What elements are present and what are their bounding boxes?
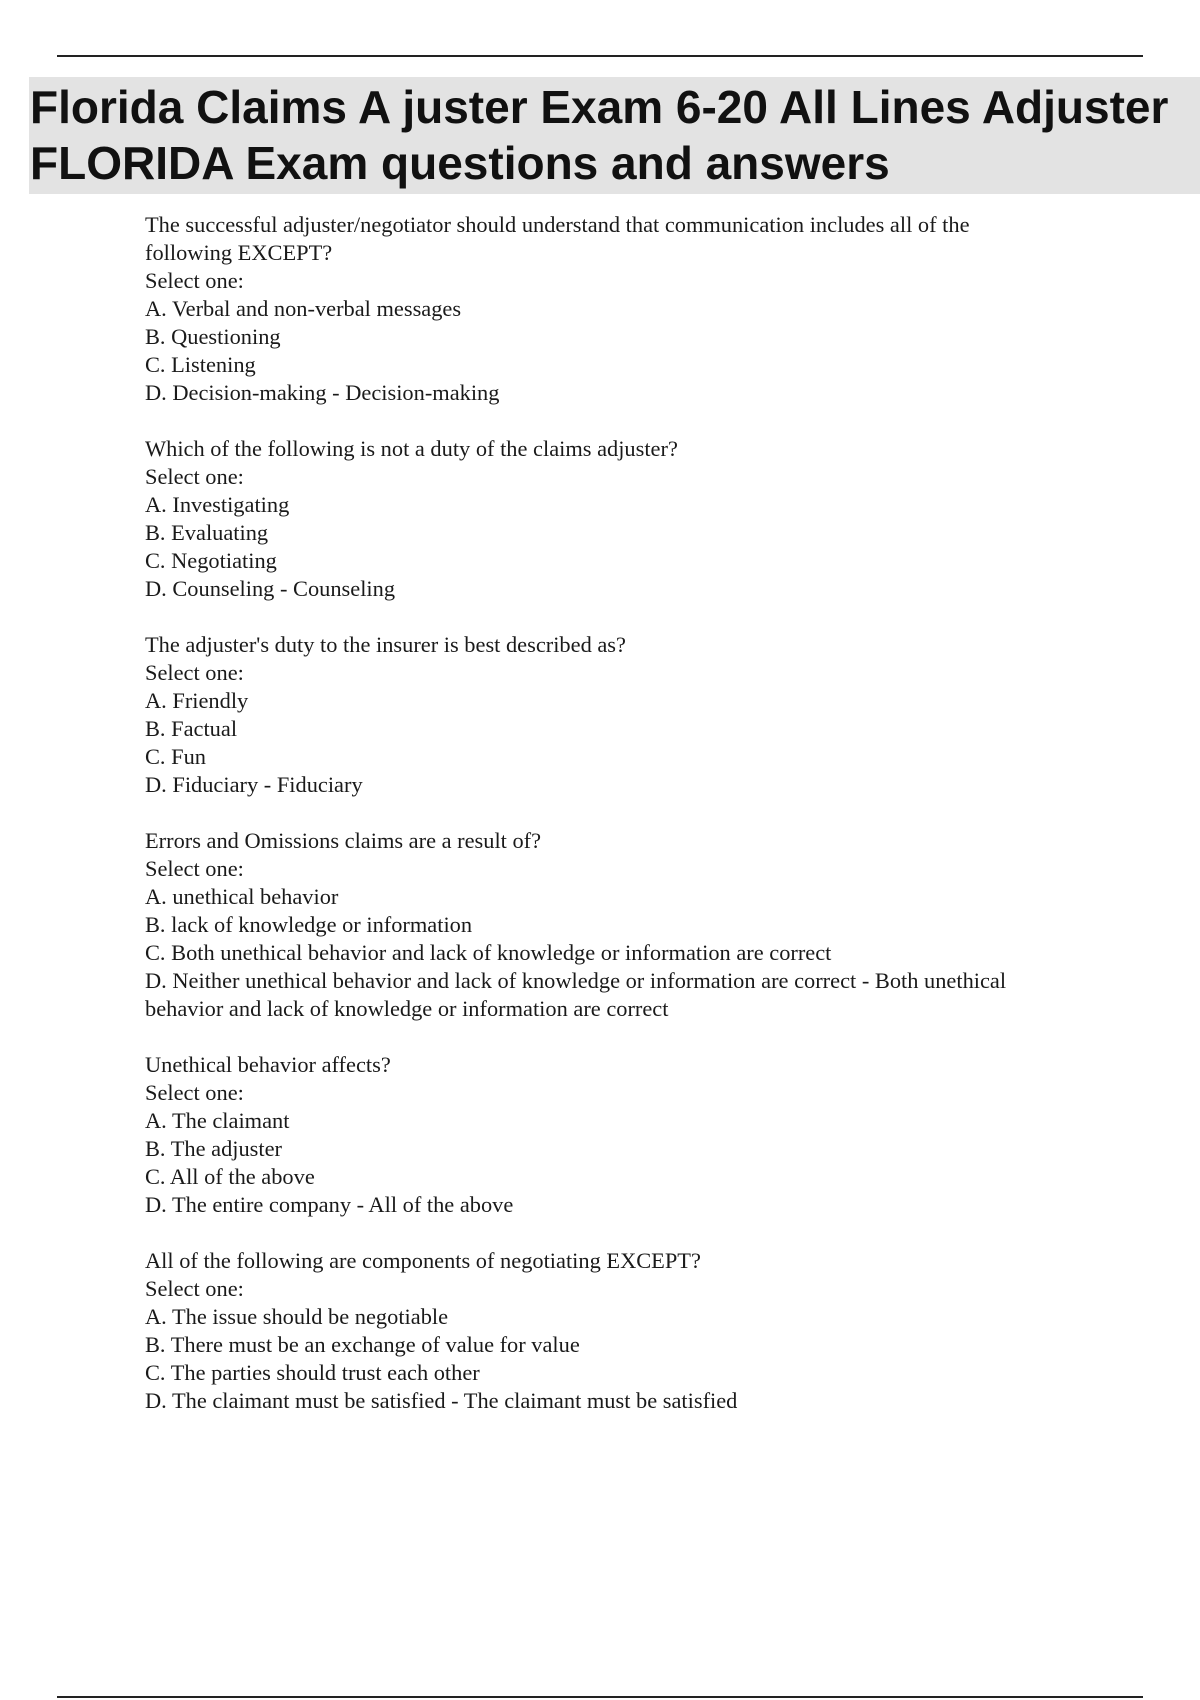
select-one-label: Select one: [145,660,244,685]
answer-option-b: B. lack of knowledge or information [145,912,473,937]
answer-option-a: A. The claimant [145,1108,290,1133]
page-title-line-1: Florida Claims A juster Exam 6-20 All Lines Adjuster [30,81,1169,133]
answer-option-b: B. Evaluating [145,520,269,545]
question-text: All of the following are components of negotiating EXCEPT? [145,1248,701,1273]
question-block [145,827,1085,1023]
select-one-label: Select one: [145,856,244,881]
answer-option-d: D. Fiduciary - Fiduciary [145,772,363,797]
question-block [145,1247,1085,1415]
question-block [145,435,1085,603]
answer-option-b: B. Questioning [145,324,281,349]
question-text: The adjuster's duty to the insurer is best described as? [145,632,626,657]
question-text: Which of the following is not a duty of the claims adjuster? [145,436,678,461]
answer-option-d-continued: behavior and lack of knowledge or information are correct [145,996,669,1021]
answer-option-a: A. Friendly [145,688,249,713]
select-one-label: Select one: [145,464,244,489]
answer-option-c: C. Fun [145,744,206,769]
question-text: The successful adjuster/negotiator should understand that communication includes all of the [145,212,970,237]
answer-option-a: A. Investigating [145,492,290,517]
answer-option-a: A. The issue should be negotiable [145,1304,449,1329]
answer-option-d: D. Decision-making - Decision-making [145,380,500,405]
select-one-label: Select one: [145,268,244,293]
answer-option-c: C. The parties should trust each other [145,1360,480,1385]
page-title-line-2: FLORIDA Exam questions and answers [30,137,890,189]
title-banner [29,77,1200,194]
answer-option-d: D. The claimant must be satisfied - The claimant must be satisfied [145,1388,738,1413]
select-one-label: Select one: [145,1276,244,1301]
answer-option-c: C. Negotiating [145,548,277,573]
answer-option-b: B. There must be an exchange of value for value [145,1332,580,1357]
answer-option-d: D. The entire company - All of the above [145,1192,514,1217]
answer-option-c: C. All of the above [145,1164,315,1189]
answer-option-b: B. The adjuster [145,1136,283,1161]
bottom-divider [57,1696,1143,1698]
answer-option-d: D. Neither unethical behavior and lack of knowledge or information are correct - Both unethical [145,968,1007,993]
question-text: Errors and Omissions claims are a result of? [145,828,542,853]
question-text: following EXCEPT? [145,240,333,265]
top-divider [57,55,1143,57]
question-text: Unethical behavior affects? [145,1052,391,1077]
answer-option-d: D. Counseling - Counseling [145,576,396,601]
question-list [145,211,1085,1443]
question-block [145,211,1085,407]
answer-option-a: A. Verbal and non-verbal messages [145,296,462,321]
answer-option-c: C. Both unethical behavior and lack of knowledge or information are correct [145,940,832,965]
answer-option-c: C. Listening [145,352,256,377]
answer-option-a: A. unethical behavior [145,884,339,909]
answer-option-b: B. Factual [145,716,238,741]
question-block [145,631,1085,799]
select-one-label: Select one: [145,1080,244,1105]
question-block [145,1051,1085,1219]
